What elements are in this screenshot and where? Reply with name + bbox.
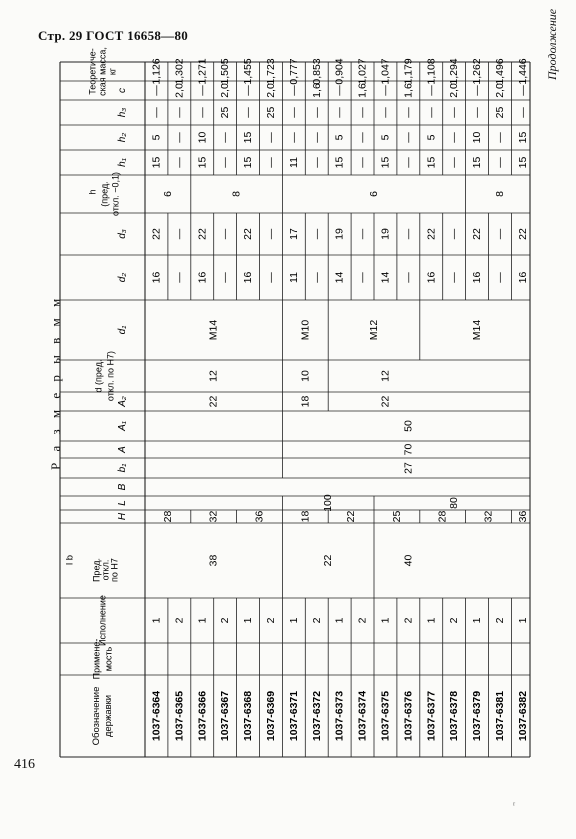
cell-execution: 1 — [333, 617, 346, 624]
cell-c: — — [150, 85, 163, 96]
merged-cell-d2: — — [402, 272, 415, 283]
scan-mark: ʳ — [513, 800, 516, 811]
header-d2: d₂ — [117, 272, 128, 283]
cell-mass: 1,455 — [242, 58, 255, 85]
merged-cell-d: 12 — [207, 370, 220, 382]
cell-execution: 2 — [356, 617, 369, 624]
cell-designation: 1037-6382 — [516, 690, 529, 742]
merged-cell-A1: 50 — [402, 420, 415, 432]
cell-designation: 1037-6377 — [425, 690, 438, 742]
cell-mass: 1,108 — [425, 58, 438, 85]
merged-cell-d3: — — [264, 228, 277, 240]
cell-h1: 15 — [333, 156, 346, 169]
merged-cell-d3: — — [173, 228, 186, 240]
cell-h2: — — [402, 132, 415, 143]
header-h: h — [87, 189, 98, 195]
header-d3: d₃ — [117, 229, 128, 239]
merged-cell-d2: — — [356, 272, 369, 283]
header-h3: h₃ — [117, 107, 128, 118]
header-designation-2: державки — [103, 694, 114, 738]
merged-cell-d2: — — [310, 272, 323, 283]
cell-designation: 1037-6369 — [264, 690, 277, 742]
cell-designation: 1037-6375 — [379, 690, 392, 742]
header-B: B — [117, 483, 128, 491]
merged-cell-d2: 16 — [196, 271, 209, 284]
cell-h3: — — [287, 107, 300, 118]
cell-designation: 1037-6364 — [150, 690, 163, 742]
cell-h1: 11 — [287, 157, 300, 168]
cell-execution: 1 — [516, 617, 529, 624]
cell-mass: 1,294 — [448, 58, 461, 85]
cell-c: — — [242, 85, 255, 96]
merged-cell-H: 32 — [482, 510, 495, 523]
cell-h3: — — [356, 107, 369, 118]
merged-cell-d2: 16 — [425, 271, 438, 284]
merged-cell-d3: — — [219, 228, 232, 240]
cell-h2: — — [219, 132, 232, 143]
header-A2: A₂ — [117, 396, 128, 407]
header-A1: A₁ — [117, 421, 128, 431]
merged-cell-d3: 22 — [242, 228, 255, 240]
header-l-b: l b — [64, 554, 76, 566]
merged-cell-d3: 17 — [287, 228, 300, 240]
cell-h1: 15 — [425, 156, 438, 169]
merged-cell-lb: 22 — [322, 554, 335, 567]
cell-execution: 2 — [264, 617, 277, 624]
cell-mass: 1,496 — [493, 58, 506, 85]
header-d: d (пред. — [93, 359, 104, 393]
cell-execution: 2 — [219, 617, 232, 624]
cell-h1: — — [173, 157, 186, 168]
header-application: Примене- — [91, 638, 102, 680]
cell-mass: 0,777 — [287, 58, 300, 85]
merged-cell-h: 8 — [493, 191, 506, 197]
cell-designation: 1037-6365 — [173, 690, 186, 742]
merged-cell-lb: 38 — [207, 554, 220, 567]
cell-h1: 15 — [379, 156, 392, 169]
cell-mass: 1,271 — [196, 58, 209, 85]
cell-execution: 1 — [471, 617, 484, 624]
cell-mass: 1,262 — [471, 58, 484, 85]
cell-mass: 1,047 — [379, 58, 392, 85]
cell-execution: 1 — [150, 617, 163, 624]
merged-cell-d2: 11 — [287, 272, 300, 283]
cell-h2: 5 — [379, 134, 392, 141]
cell-h1: — — [402, 157, 415, 168]
header-designation: Обозначение — [91, 686, 102, 746]
merged-cell-d1: M12 — [368, 319, 380, 341]
cell-h2: 5 — [333, 134, 346, 141]
cell-c: 2,0 — [219, 83, 232, 98]
merged-cell-d3: — — [402, 228, 415, 240]
cell-execution: 2 — [310, 617, 323, 624]
merged-cell-d2: — — [448, 272, 461, 283]
merged-cell-d3: 22 — [516, 228, 529, 240]
merged-cell-H: 36 — [516, 510, 529, 523]
merged-cell-H: 32 — [207, 510, 220, 523]
merged-cell-h: 6 — [368, 191, 380, 197]
cell-designation: 1037-6368 — [242, 690, 255, 742]
merged-cell-h: 8 — [230, 191, 243, 197]
cell-h3: 25 — [264, 106, 277, 119]
cell-c: 2,0 — [173, 83, 186, 98]
cell-mass: 0,904 — [333, 58, 346, 85]
cell-h1: — — [310, 157, 323, 168]
cell-h1: — — [219, 157, 232, 168]
cell-execution: 2 — [402, 617, 415, 624]
cell-h1: 15 — [516, 156, 529, 169]
cell-mass: 1,446 — [516, 58, 529, 85]
merged-cell-L: 80 — [448, 497, 461, 509]
cell-c: 1,6 — [402, 83, 415, 98]
merged-cell-d2: 16 — [150, 271, 163, 284]
cell-h3: — — [516, 107, 529, 118]
header-application-2: мость — [103, 646, 114, 672]
cell-designation: 1037-6372 — [310, 690, 323, 742]
merged-cell-lb: 40 — [402, 554, 415, 567]
merged-cell-A2: 22 — [207, 395, 220, 408]
merged-cell-L: 100 — [322, 494, 335, 512]
cell-designation: 1037-6374 — [356, 690, 369, 742]
cell-h1: 15 — [471, 156, 484, 169]
cell-c: 2,0 — [448, 83, 461, 98]
merged-cell-d2: 16 — [471, 271, 484, 284]
header-b1: b₁ — [117, 463, 128, 473]
merged-cell-H: 18 — [299, 510, 312, 523]
merged-cell-d3: 19 — [379, 228, 392, 240]
cell-h1: — — [264, 157, 277, 168]
cell-c: 2,0 — [493, 83, 506, 98]
cell-mass: 1,126 — [150, 58, 163, 85]
merged-cell-d2: 16 — [242, 271, 255, 284]
merged-cell-A2: 22 — [379, 395, 392, 408]
cell-h1: — — [448, 157, 461, 168]
merged-cell-d2: — — [173, 272, 186, 283]
cell-c: — — [196, 85, 209, 96]
merged-cell-A2: 18 — [299, 395, 312, 408]
header-d1: d₁ — [117, 325, 128, 335]
continuation-label: Продолжение — [545, 8, 559, 80]
cell-h1: 15 — [150, 156, 163, 169]
cell-h1: — — [493, 157, 506, 168]
merged-cell-d2: 14 — [379, 271, 392, 284]
cell-h3: — — [173, 107, 186, 118]
header-H: H — [117, 512, 128, 521]
page-number: 416 — [14, 757, 35, 772]
merged-cell-d1: M14 — [471, 319, 484, 341]
merged-cell-d2: — — [493, 272, 506, 283]
cell-h3: — — [402, 107, 415, 118]
cell-h3: — — [242, 107, 255, 118]
cell-h2: — — [287, 132, 300, 143]
merged-cell-d3: 22 — [196, 228, 209, 240]
merged-cell-A: 70 — [402, 443, 415, 456]
header-mass: Теоретиче- — [87, 48, 98, 95]
merged-cell-H: 22 — [345, 510, 358, 523]
cell-c: 1,6 — [356, 83, 369, 98]
merged-cell-H: 28 — [161, 510, 174, 523]
cell-h2: 15 — [242, 131, 255, 144]
merged-cell-H: 25 — [390, 510, 403, 523]
cell-c: — — [333, 85, 346, 96]
cell-c: — — [516, 85, 529, 96]
cell-execution: 2 — [448, 617, 461, 624]
cell-c: 1,6 — [310, 83, 323, 98]
merged-cell-H: 36 — [253, 510, 266, 523]
cell-h2: — — [493, 132, 506, 143]
cell-execution: 2 — [173, 617, 186, 624]
cell-mass: 1,302 — [173, 58, 186, 85]
merged-cell-b1: 27 — [402, 462, 415, 474]
merged-cell-d2: — — [219, 272, 232, 283]
cell-h2: 5 — [150, 134, 163, 141]
cell-designation: 1037-6378 — [448, 690, 461, 742]
header-execution: Исполнение — [97, 595, 108, 646]
cell-mass: 1,723 — [264, 58, 277, 85]
header-lb-sub-3: по H7 — [109, 558, 120, 582]
cell-h2: — — [310, 132, 323, 143]
cell-h2: 10 — [196, 131, 209, 144]
cell-mass: 0,853 — [310, 58, 323, 85]
merged-cell-d3: — — [310, 228, 323, 240]
header-lb-sub-1: Пред. — [91, 557, 102, 583]
cell-h2: — — [264, 132, 277, 143]
cell-h3: — — [425, 107, 438, 118]
header-d-2: откл. по H7) — [105, 350, 116, 402]
header-lb-sub-2: откл. — [100, 559, 111, 581]
cell-execution: 1 — [379, 617, 392, 624]
merged-cell-d2: 14 — [333, 271, 346, 284]
cell-h3: — — [310, 107, 323, 118]
cell-h3: — — [196, 107, 209, 118]
cell-designation: 1037-6366 — [196, 690, 209, 742]
cell-designation: 1037-6376 — [402, 690, 415, 742]
header-L: L — [117, 500, 128, 506]
header-h1: h₁ — [117, 158, 128, 167]
page-header: Стр. 29 ГОСТ 16658—80 — [38, 28, 189, 43]
cell-mass: 1,179 — [402, 58, 415, 85]
dimensions-group-title: Р а з м е р ы в м м — [48, 294, 63, 470]
cell-h3: 25 — [219, 106, 232, 119]
cell-c: 2,0 — [264, 83, 277, 98]
header-mass-3: кг — [107, 67, 118, 76]
merged-cell-d2: 16 — [516, 271, 529, 284]
cell-designation: 1037-6381 — [493, 690, 506, 742]
merged-cell-d1: M10 — [299, 319, 312, 341]
cell-execution: 1 — [196, 617, 209, 624]
cell-execution: 1 — [287, 617, 300, 624]
merged-cell-d3: — — [448, 228, 461, 240]
cell-h2: — — [173, 132, 186, 143]
cell-c: — — [471, 85, 484, 96]
header-h2: h₂ — [117, 132, 128, 143]
cell-h3: — — [379, 107, 392, 118]
merged-cell-d3: — — [356, 228, 369, 240]
merged-cell-d3: 22 — [425, 228, 438, 240]
header-h-3: откл. −0,1) — [110, 172, 121, 216]
merged-cell-d1: M14 — [207, 319, 220, 341]
cell-h3: — — [150, 107, 163, 118]
merged-cell-d3: — — [493, 228, 506, 240]
merged-cell-d3: 19 — [333, 228, 346, 240]
cell-h3: — — [333, 107, 346, 118]
header-mass-2: ская масса, — [97, 47, 108, 96]
cell-h3: — — [448, 107, 461, 118]
cell-h2: — — [448, 132, 461, 143]
cell-c: — — [379, 85, 392, 96]
header-A: A — [117, 446, 128, 453]
cell-c: — — [425, 85, 438, 96]
cell-designation: 1037-6379 — [471, 690, 484, 742]
cell-h2: 5 — [425, 134, 438, 141]
cell-h1: 15 — [242, 156, 255, 169]
cell-h2: 10 — [471, 131, 484, 144]
cell-h3: 25 — [493, 106, 506, 119]
cell-designation: 1037-6367 — [219, 690, 232, 742]
cell-h1: 15 — [196, 156, 209, 169]
cell-c: — — [287, 85, 300, 96]
cell-execution: 1 — [242, 617, 255, 624]
merged-cell-d2: — — [264, 272, 277, 283]
cell-designation: 1037-6373 — [333, 690, 346, 742]
header-h-2: (пред. — [99, 181, 110, 207]
cell-designation: 1037-6371 — [287, 690, 300, 742]
merged-cell-d: 12 — [379, 370, 392, 382]
merged-cell-H: 28 — [436, 510, 449, 523]
merged-cell-d: 10 — [299, 370, 312, 382]
header-c: c — [117, 88, 128, 93]
cell-h2: — — [356, 132, 369, 143]
cell-h2: 15 — [516, 131, 529, 144]
cell-h1: — — [356, 157, 369, 168]
cell-mass: 1,505 — [219, 58, 232, 85]
cell-h3: — — [471, 107, 484, 118]
merged-cell-d3: 22 — [150, 228, 163, 240]
cell-execution: 1 — [425, 617, 438, 624]
merged-cell-h: 6 — [161, 191, 174, 197]
cell-execution: 2 — [493, 617, 506, 624]
cell-mass: 1,027 — [356, 58, 369, 85]
merged-cell-d3: 22 — [471, 228, 484, 240]
